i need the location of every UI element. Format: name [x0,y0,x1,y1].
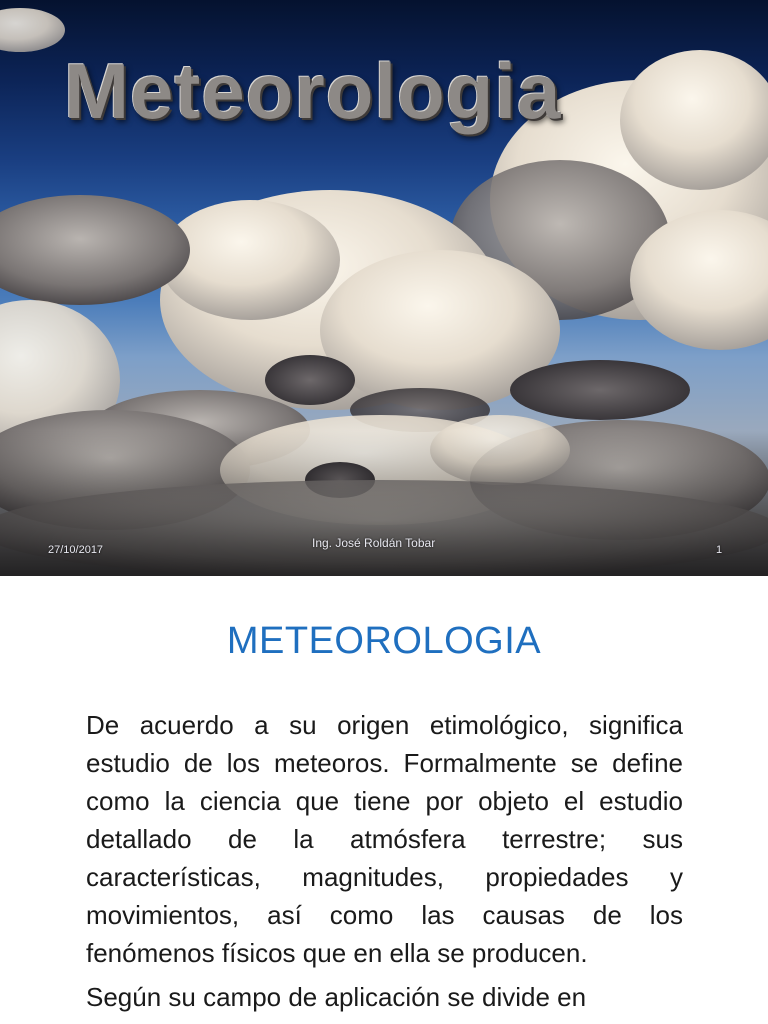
slide-definition [0,576,768,1024]
page-number: 1 [716,544,723,556]
body-text [86,706,683,1022]
slide-heading: METEOROLOGIA [226,620,542,662]
footer-author: Ing. José Roldán Tobar [312,536,436,550]
slide-title: Meteorologia [64,47,562,135]
definition-paragraph: De acuerdo a su origen etimológico, significa estudio de los meteoros. Formalmente se define como la ciencia que tiene por objeto el estudio detallado de la atmósfera terrestre; sus características, magnitudes, propiedades y movimientos, así como las causas de los fenómenos físicos que en ella se producen. [86,710,683,968]
footer-date: 27/10/2017 [48,544,104,556]
classification-paragraph: Según su campo de aplicación se divide en [86,982,587,1012]
